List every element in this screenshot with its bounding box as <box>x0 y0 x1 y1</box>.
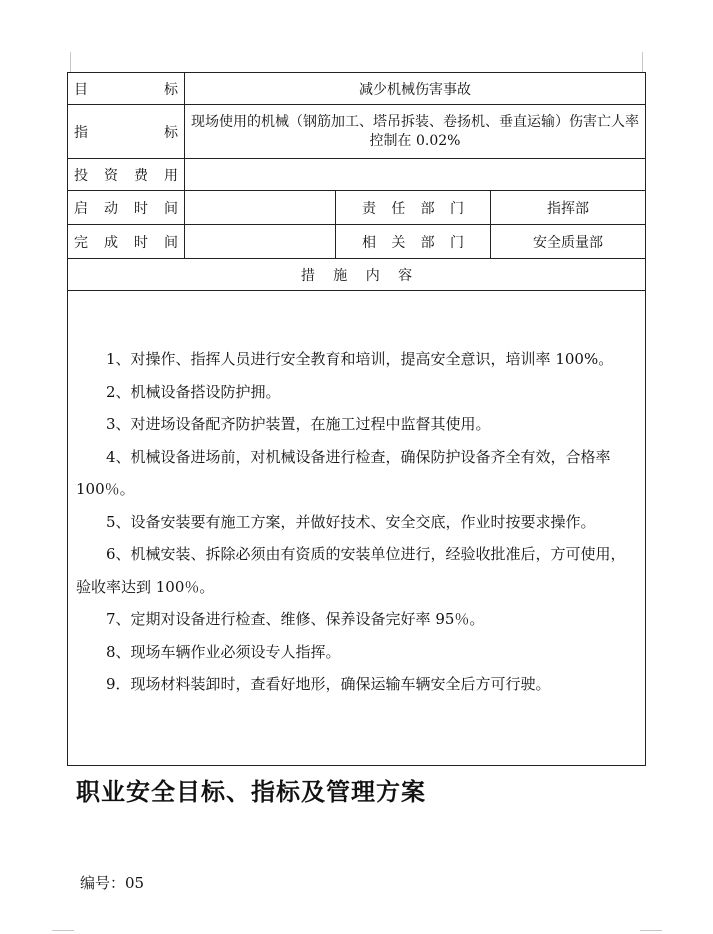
start-value <box>185 191 336 225</box>
finish-label-cell <box>68 225 185 259</box>
responsible-label: 责 任 部 门 <box>362 200 464 217</box>
target-label-cell <box>68 73 185 105</box>
measure-item: 5、设备安装要有施工方案，并做好技术、安全交底，作业时按要求操作。 <box>106 512 596 531</box>
investment-value <box>185 159 646 191</box>
measure-item: 8、现场车辆作业必须设专人指挥。 <box>106 642 341 661</box>
related-value: 安全质量部 <box>491 225 646 259</box>
related-label-cell <box>336 225 491 259</box>
investment-label-cell <box>68 159 185 191</box>
measure-item: 1、对操作、指挥人员进行安全教育和培训，提高安全意识，培训率 100%。 <box>106 350 614 368</box>
related-label: 相 关 部 门 <box>362 234 464 251</box>
target-label: 目 标 <box>74 81 178 98</box>
crop-mark <box>640 930 662 931</box>
measures-header: 措 施 内 容 <box>68 259 646 291</box>
measures-cell <box>68 291 646 766</box>
investment-label: 投 资 费 用 <box>74 167 178 184</box>
finish-label: 完 成 时 间 <box>74 234 178 251</box>
crop-mark <box>70 52 71 72</box>
document-title: 职业安全目标、指标及管理方案 <box>76 778 426 806</box>
measure-item: 7、定期对设备进行检查、维修、保养设备完好率 95％。 <box>106 610 485 628</box>
measure-item: 2、机械设备搭设防护拥。 <box>106 382 281 401</box>
responsible-value: 指挥部 <box>491 191 646 225</box>
start-label: 启 动 时 间 <box>74 200 178 217</box>
target-value: 减少机械伤害事故 <box>185 73 646 105</box>
responsible-label-cell <box>336 191 491 225</box>
measure-item: 4、机械设备进场前，对机械设备进行检查，确保防护设备齐全有效，合格率 100％。 <box>76 447 611 498</box>
document-code: 编号：05 <box>80 874 145 892</box>
measure-item: 3、对进场设备配齐防护装置，在施工过程中监督其使用。 <box>106 415 491 433</box>
measures-list <box>68 291 645 701</box>
indicator-label-cell <box>68 105 185 159</box>
safety-plan-table <box>67 72 646 766</box>
measure-item: 6、机械安装、拆除必须由有资质的安装单位进行，经验收批准后，方可使用，验收率达到 100％。 <box>76 545 626 596</box>
indicator-value: 现场使用的机械（钢筋加工、塔吊拆装、卷扬机、垂直运输）伤害亡人率控制在 0.02% <box>185 105 646 159</box>
start-label-cell <box>68 191 185 225</box>
crop-mark <box>52 930 74 931</box>
indicator-label: 指 标 <box>74 124 178 141</box>
finish-value <box>185 225 336 259</box>
crop-mark <box>642 52 643 72</box>
measure-item: 9．现场材料装卸时，查看好地形，确保运输车辆安全后方可行驶。 <box>106 675 551 693</box>
